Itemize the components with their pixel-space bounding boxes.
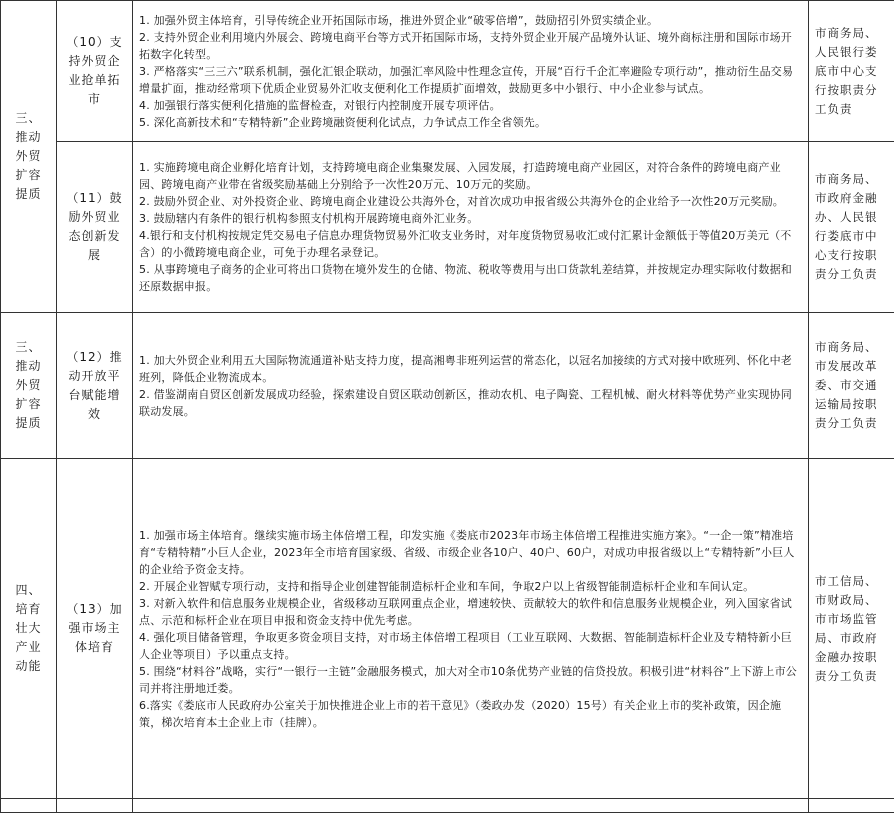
measure-text: 2. 借鉴湖南自贸区创新发展成功经验，探索建设自贸区联动创新区，推动农机、电子陶瓷、工程机械、耐火材料等优势产业实现协同联动发展。 [139, 387, 792, 418]
empty-cell [133, 799, 809, 813]
measure-text: 5. 从事跨境电子商务的企业可将出口货物在境外发生的仓储、物流、税收等费用与出口货款轧差结算，并按规定办理实际收付数据和还原数据申报。 [139, 263, 792, 293]
category-cell: 三、推动外贸扩容提质 [1, 1, 57, 313]
department-cell: 市商务局、市政府金融办、人民银行娄底市中心支行按职责分工负责 [809, 142, 894, 313]
department-cell: 市工信局、市财政局、市市场监管局、市政府金融办按职责分工负责 [809, 459, 894, 799]
measure-text: 1. 加强市场主体培育。继续实施市场主体倍增工程，印发实施《娄底市2023年市场主体倍增工程推进实施方案》。“一企一策”精准培育“专精特精”小巨人企业，2023年全市培育国家级、省级、市级企业各10户、40户、60户，对成功申报省级以上“专精特新”小巨人的企业给予资金支持。 [139, 528, 795, 576]
measure-text: 4. 强化项目储备管理，争取更多资金项目支持，对市场主体倍增工程项目（工业互联网、大数据、智能制造标杆企业及专精特新小巨人企业等项目）予以重点支持。 [139, 630, 792, 661]
measure-text: 1. 加强外贸主体培育，引导传统企业开拓国际市场，推进外贸企业“破零倍增”，鼓励招引外贸实绩企业。 [139, 13, 659, 27]
measures-cell [133, 313, 809, 459]
measure-text: 2. 鼓励外贸企业、对外投资企业、跨境电商企业建设公共海外仓，对首次成功申报省级公共海外仓的企业给予一次性20万元奖励。 [139, 195, 784, 208]
measure-text: 4.银行和支付机构按规定凭交易电子信息办理货物贸易外汇收支业务时，对年度货物贸易收汇或付汇累计金额低于等值20万美元（不含）的小微跨境电商企业，可免于办理名录登记。 [139, 229, 792, 259]
measure-text: 6.落实《娄底市人民政府办公室关于加快推进企业上市的若干意见》（娄政办发（2020）15号）有关企业上市的奖补政策，因企施策，梯次培育本土企业上市（挂牌）。 [139, 698, 782, 729]
table-row [1, 1, 894, 142]
measure-text: 2. 支持外贸企业利用境内外展会、跨境电商平台等方式开拓国际市场，支持外贸企业开展产品境外认证、境外商标注册和国际市场开拓数字化转型。 [139, 30, 792, 61]
table-row [1, 142, 894, 313]
category-cell: 四、培育壮大产业动能 [1, 459, 57, 799]
department-cell: 市商务局、市发展改革委、市交通运输局按职责分工负责 [809, 313, 894, 459]
measures-cell [133, 142, 809, 313]
measure-text: 1. 实施跨境电商企业孵化培育计划，支持跨境电商企业集聚发展、入园发展，打造跨境电商产业园区，对符合条件的跨境电商产业园、跨境电商产业带在省级奖励基础上分别给予一次性20万元、10万元的奖励。 [139, 161, 781, 191]
measure-text: 3. 对新入软件和信息服务业规模企业，省级移动互联网重点企业，增速较快、贡献较大的软件和信息服务业规模企业，列入国家省试点、示范和标杆企业在项目申报和资金支持中优先考虑。 [139, 596, 792, 627]
measures-cell [133, 459, 809, 799]
measure-text: 4. 加强银行落实便利化措施的监督检查，对银行内控制度开展专项评估。 [139, 98, 501, 112]
measure-text: 5. 围绕“材料谷”战略，实行“一银行一主链”金融服务模式，加大对全市10条优势产业链的信贷投放。积极引进“材料谷”上下游上市公司并将注册地迁娄。 [139, 664, 797, 695]
measure-text: 5. 深化高新技术和“专精特新”企业跨境融资便利化试点，力争试点工作全省领先。 [139, 115, 547, 129]
item-cell: （10）支持外贸企业抢单拓市 [57, 1, 133, 142]
department-cell: 市商务局、人民银行娄底市中心支行按职责分工负责 [809, 1, 894, 142]
item-cell: （13）加强市场主体培育 [57, 459, 133, 799]
category-cell: 三、推动外贸扩容提质 [1, 313, 57, 459]
empty-cell [809, 799, 894, 813]
empty-cell [1, 799, 57, 813]
table-row [1, 799, 894, 813]
table-row [1, 459, 894, 799]
table-row [1, 313, 894, 459]
item-cell: （11）鼓励外贸业态创新发展 [57, 142, 133, 313]
item-cell: （12）推动开放平台赋能增效 [57, 313, 133, 459]
empty-cell [57, 799, 133, 813]
measure-text: 3. 严格落实“三三六”联系机制，强化汇银企联动，加强汇率风险中性理念宣传，开展“百行千企汇率避险专项行动”，推动衍生品交易增量扩面，推动经常项下优质企业贸易外汇收支便利化工作提质扩面增效，鼓励更多中小银行、中小企业参与试点。 [139, 64, 794, 95]
measures-cell [133, 1, 809, 142]
measure-text: 2. 开展企业智赋专项行动，支持和指导企业创建智能制造标杆企业和车间，争取2户以上省级智能制造标杆企业和车间认定。 [139, 579, 755, 593]
measure-text: 1. 加大外贸企业利用五大国际物流通道补贴支持力度，提高湘粤非班列运营的常态化，以冠名加接续的方式对接中欧班列、怀化中老班列，降低企业物流成本。 [139, 353, 792, 384]
measure-text: 3. 鼓励辖内有条件的银行机构参照支付机构开展跨境电商外汇业务。 [139, 212, 479, 225]
